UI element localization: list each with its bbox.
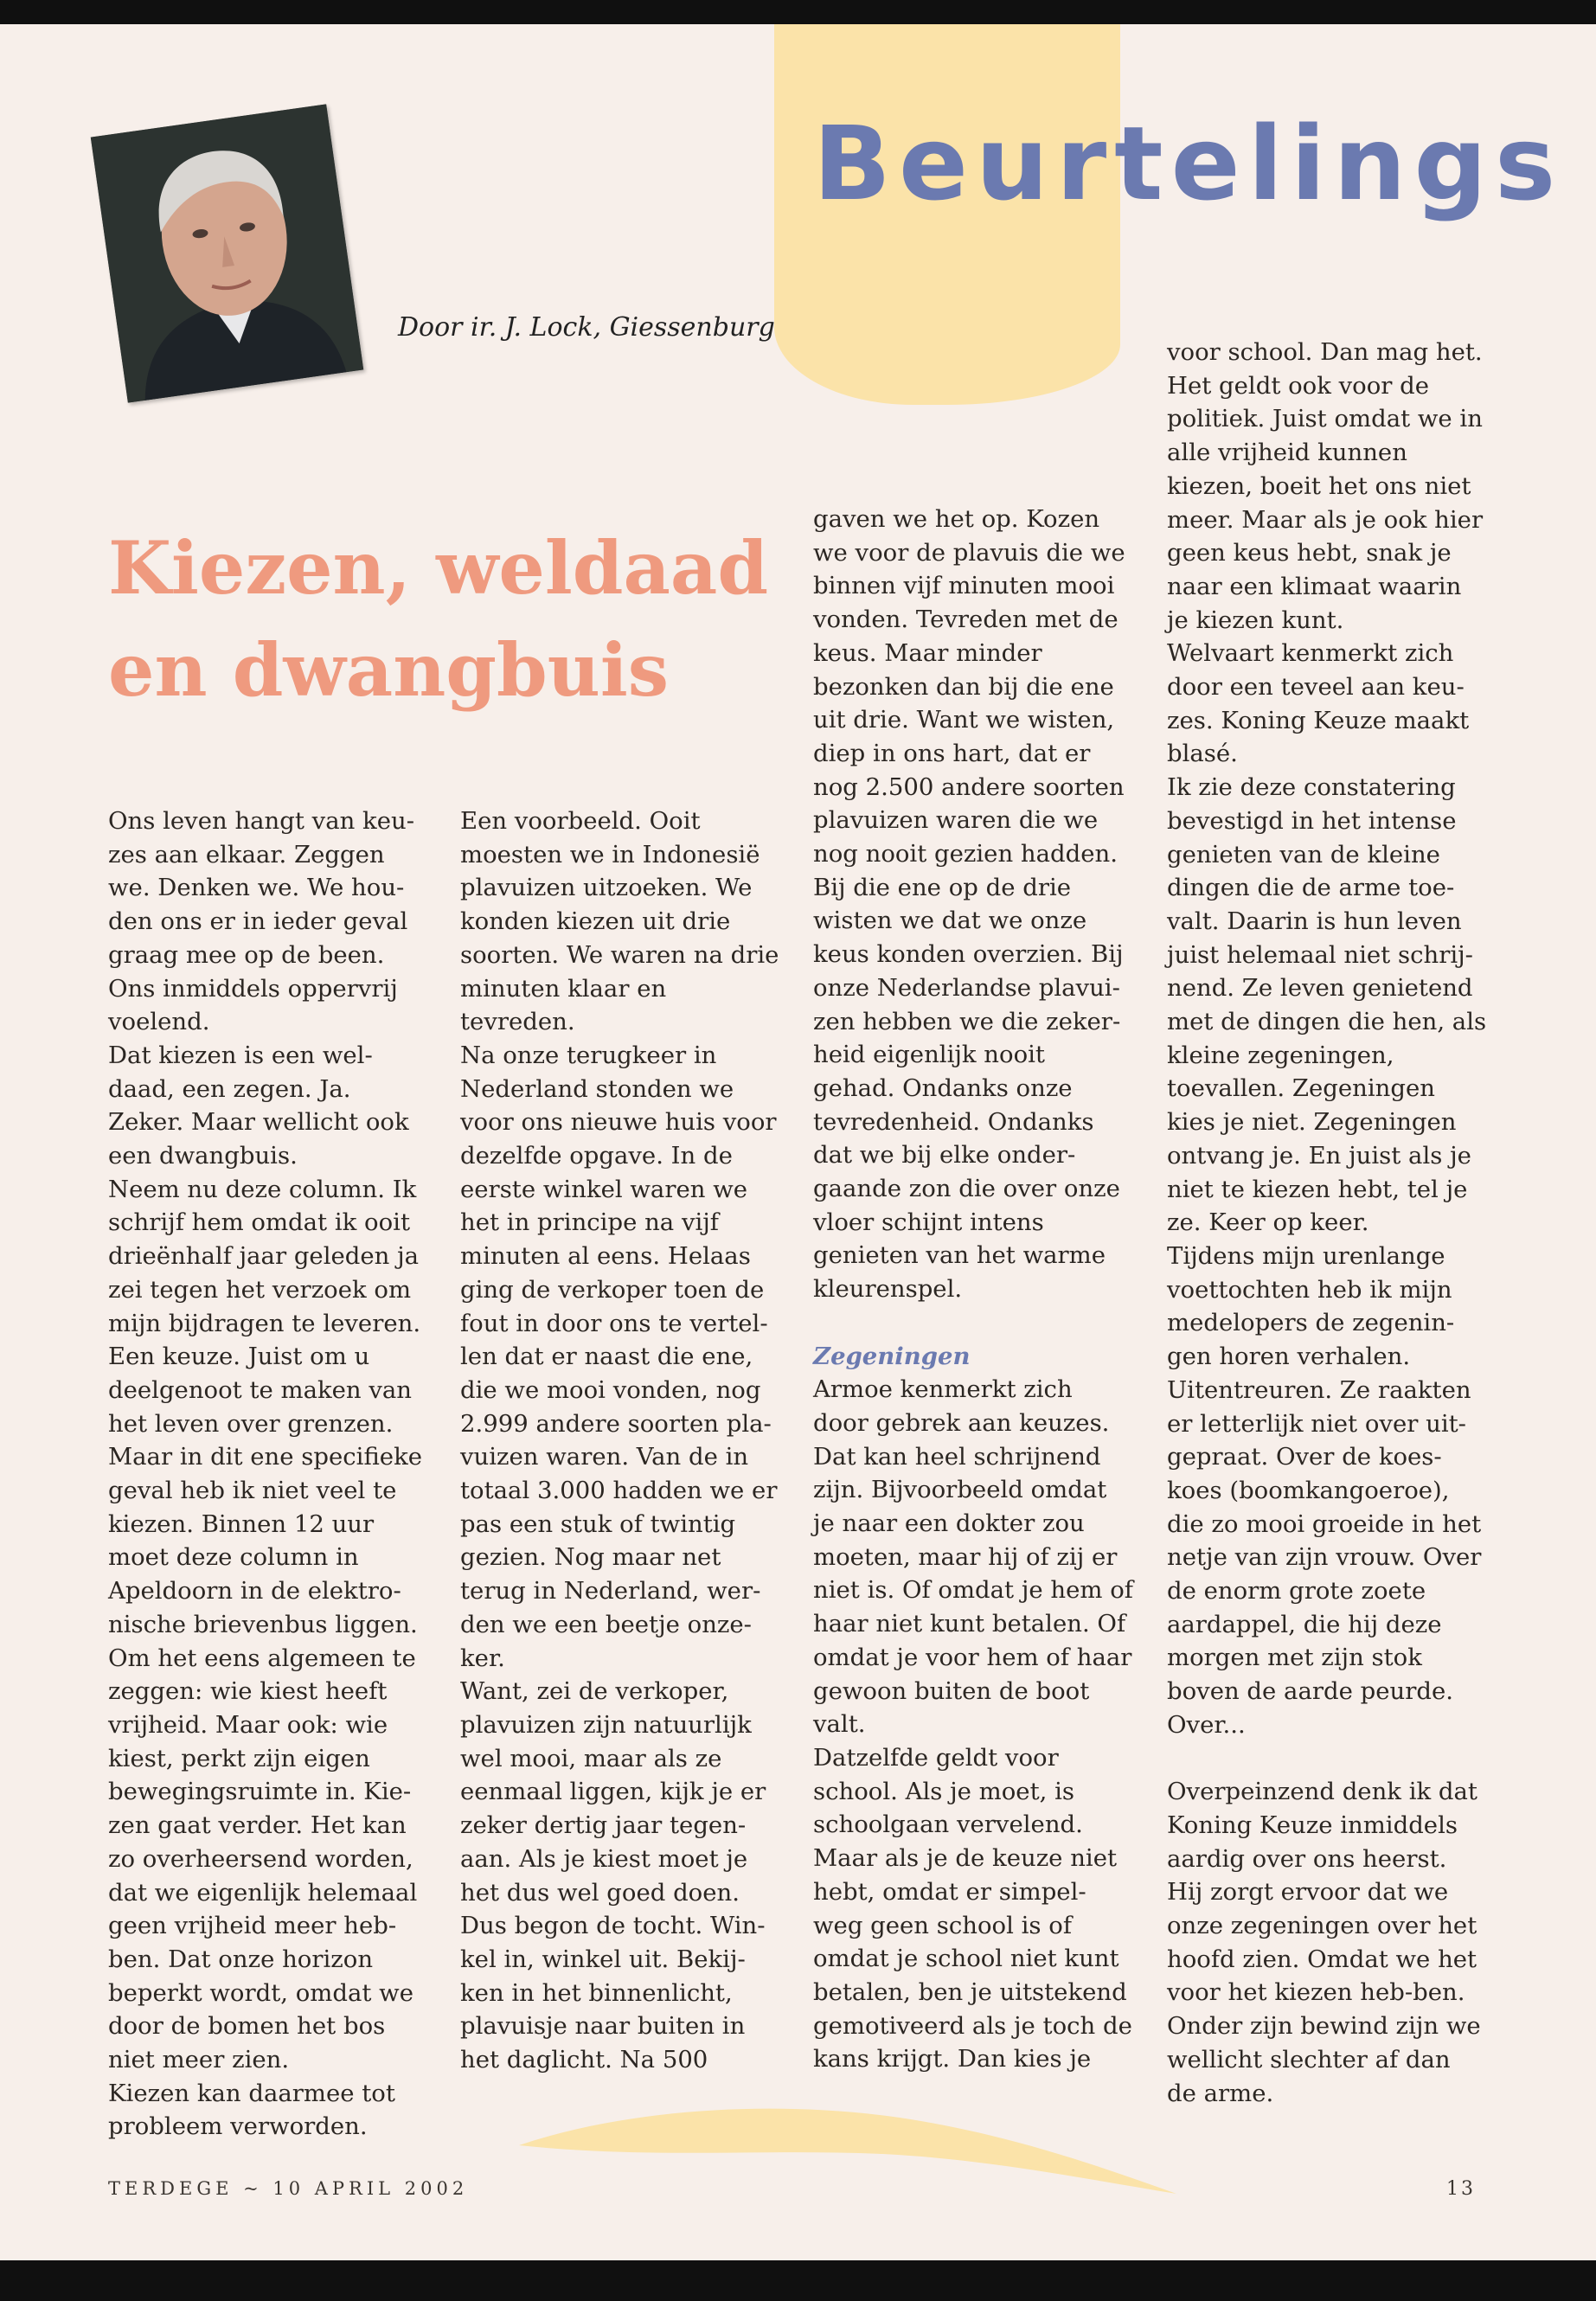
paragraph: Neem nu deze column. Ik schrijf hem omdat ik ooit drieënhalf jaar geleden ja zei tegen het verzoek om mijn bijdragen te leveren. Een keuze. Juist om u deelgenoot te maken van het leven over grenzen. [108, 1175, 421, 1438]
magazine-page [0, 24, 1596, 2260]
paragraph: Maar in dit ene specifieke geval heb ik niet veel te kiezen. Binnen 12 uur moet deze column in Apeldoorn in de elektro-nische brievenbus liggen. [108, 1443, 423, 1638]
paragraph: gaven we het op. Kozen we voor de plavuis die we binnen vijf minuten mooi vonden. Tevreden met de keus. Maar minder bezonken dan bij die ene uit drie. Want we wisten, diep in ons hart, dat er nog 2.500 andere soorten plavuizen waren die we nog nooit gezien hadden. Bij die ene op de drie wisten we dat we onze keus konden overzien. Bij onze Nederlandse plavui-zen hebben we die zeker-heid eigenlijk nooit gehad. Ondanks onze tevredenheid. Ondanks dat we bij elke onder-gaande zon die over onze vloer schijnt intens genieten van het warme kleurenspel. [813, 505, 1125, 1304]
section-label: Beurtelings [813, 104, 1564, 223]
paragraph: Dus begon de tocht. Win-kel in, winkel uit. Bekij-ken in het binnenlicht, plavuisje naar buiten in het daglicht. Na 500 [460, 1912, 766, 2074]
body-column-3 [813, 503, 1133, 2076]
paragraph: Om het eens algemeen te zeggen: wie kiest heeft vrijheid. Maar ook: wie kiest, perkt zijn eigen bewegingsruimte in. Kie-zen gaat verder. Het kan zo overheersend worden, dat we eigenlijk helemaal geen vrijheid meer heb-ben. Dat onze horizon beperkt wordt, omdat we door de bomen het bos niet meer zien. [108, 1644, 418, 2074]
paragraph: Armoe kenmerkt zich door gebrek aan keuzes. Dat kan heel schrijnend zijn. Bijvoorbeeld omdat je naar een dokter zou moeten, maar hij of zij er niet is. Of omdat je hem of haar niet kunt betalen. Of omdat je voor hem of haar gewoon buiten de boot valt. [813, 1375, 1133, 1739]
paragraph: Ik zie deze constatering bevestigd in het intense genieten van de kleine dingen die de arme toe-valt. Daarin is hun leven juist helemaal niet schrij-nend. Ze leven genietend met de dingen die hen, als kleine zegeningen, toevallen. Zegeningen kies je niet. Zegeningen ontvang je. En juist als je niet te kiezen hebt, tel je ze. Keer op keer. [1167, 773, 1487, 1237]
paragraph: Ons leven hangt van keu-zes aan elkaar. Zeggen we. Denken we. We hou-den ons er in ieder geval graag mee op de been. Ons inmiddels oppervrij voelend. [108, 807, 414, 1036]
author-portrait [91, 104, 363, 402]
paragraph: Overpeinzend denk ik dat Koning Keuze inmiddels aardig over ons heerst. Hij zorgt ervoor dat we onze zegeningen over het hoofd zien. Omdat we het voor het kiezen heb-ben. Onder zijn bewind zijn we wellicht slechter af dan de arme. [1167, 1778, 1481, 2107]
paragraph-gap [813, 1306, 1133, 1340]
paragraph: Welvaart kenmerkt zich door een teveel aan keu-zes. Koning Keuze maakt blasé. [1167, 639, 1470, 768]
paragraph: voor school. Dan mag het. [1167, 338, 1483, 366]
paragraph: Tijdens mijn urenlange voettochten heb ik mijn medelopers de zegenin-gen horen verhalen. Uitentreuren. Ze raakten er letterlijk niet over uit-gepraat. Over de koes-koes (boomkangoeroe), die zo mooi groeide in het netje van zijn vrouw. Over de enorm grote zoete aardappel, die hij deze morgen met zijn stok boven de aarde peurde. Over... [1167, 1241, 1482, 1739]
body-column-1 [108, 804, 428, 2144]
paragraph: Datzelfde geldt voor school. Als je moet, is schoolgaan vervelend. Maar als je de keuze niet hebt, omdat er simpel-weg geen school is of omdat je school niet kunt betalen, ben je uitstekend gemotiveerd als je toch de kans krijgt. Dan kies je [813, 1744, 1132, 2073]
subheading: Zegeningen [813, 1342, 971, 1370]
paragraph: Het geldt ook voor de politiek. Juist omdat we in alle vrijheid kunnen kiezen, boeit het ons niet meer. Maar als je ook hier geen keus hebt, snak je naar een klimaat waarin je kiezen kunt. [1167, 371, 1484, 634]
headline-line-1: Kiezen, weldaad [108, 525, 769, 611]
paragraph: Een voorbeeld. Ooit moesten we in Indonesië plavuizen uitzoeken. We konden kiezen uit drie soorten. We waren na drie minuten klaar en tevreden. [460, 807, 779, 1036]
author-byline: Door ir. J. Lock, Giessenburg [398, 312, 775, 343]
paragraph: Dat kiezen is een wel-daad, een zegen. Ja. Zeker. Maar wellicht ook een dwangbuis. [108, 1041, 409, 1170]
paragraph: Kiezen kan daarmee tot probleem verworden. [108, 2079, 395, 2141]
article-headline [108, 517, 768, 721]
paragraph: Na onze terugkeer in Nederland stonden we voor ons nieuwe huis voor dezelfde opgave. In de eerste winkel waren we het in principe na vijf minuten al eens. Helaas ging de verkoper toen de fout in door ons te vertel-len dat er naast die ene, die we mooi vonden, nog 2.999 andere soorten pla-vuizen waren. Van de in totaal 3.000 hadden we er pas een stuk of twintig gezien. Nog maar net terug in Nederland, wer-den we een beetje onze-ker. [460, 1041, 778, 1672]
decorative-yellow-swoosh [519, 2092, 1176, 2204]
page-number: 13 [1446, 2178, 1476, 2200]
headline-line-2: en dwangbuis [108, 627, 670, 713]
footer-publication: TERDEGE ~ 10 APRIL 2002 [108, 2178, 469, 2199]
paragraph: Want, zei de verkoper, plavuizen zijn natuurlijk wel mooi, maar als ze eenmaal liggen, kijk je er zeker dertig jaar tegen-aan. Als je kiest moet je het dus wel goed doen. [460, 1677, 766, 1907]
paragraph-gap [1167, 1742, 1487, 1776]
body-column-4 [1167, 336, 1487, 2110]
body-column-2 [460, 804, 780, 2077]
